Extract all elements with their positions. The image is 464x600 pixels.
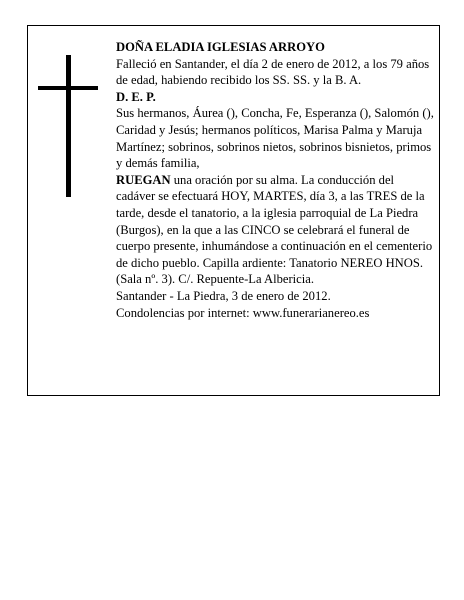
request-keyword: RUEGAN bbox=[116, 172, 171, 187]
family-list: Sus hermanos, Áurea (), Concha, Fe, Esperanza (), Salomón (), Caridad y Jesús; hermanos políticos, Marisa Palma y Maruja Martínez; sobrinos, sobrinos nietos, sobrinos bisnietos, primos y demás familia, bbox=[116, 106, 434, 171]
cross-horizontal-bar bbox=[38, 86, 98, 90]
notice-text bbox=[116, 39, 434, 321]
cross-vertical-bar bbox=[66, 55, 71, 197]
rip-label: D. E. P. bbox=[116, 89, 156, 104]
death-statement: Falleció en Santander, el día 2 de enero de 2012, a los 79 años de edad, habiendo recibido los SS. SS. y la B. A. bbox=[116, 56, 430, 88]
place-date: Santander - La Piedra, 3 de enero de 2012. bbox=[116, 288, 331, 303]
request-paragraph bbox=[116, 172, 434, 288]
obituary-notice bbox=[27, 25, 440, 396]
request-text: una oración por su alma. La conducción del cadáver se efectuará HOY, MARTES, día 3, a las TRES de la tarde, desde el tanatorio, a la iglesia parroquial de La Piedra (Burgos), en la que a las CINCO se celebrará el funeral de cuerpo presente, inhumándose a continuación en el cementerio de dicho pueblo. Capilla ardiente: Tanatorio NEREO HNOS. (Sala nº. 3). C/. Repuente-La Albericia. bbox=[116, 172, 433, 287]
condolences-line: Condolencias por internet: www.funerarianereo.es bbox=[116, 305, 370, 320]
deceased-name: DOÑA ELADIA IGLESIAS ARROYO bbox=[116, 40, 325, 54]
latin-cross-icon bbox=[38, 55, 98, 197]
